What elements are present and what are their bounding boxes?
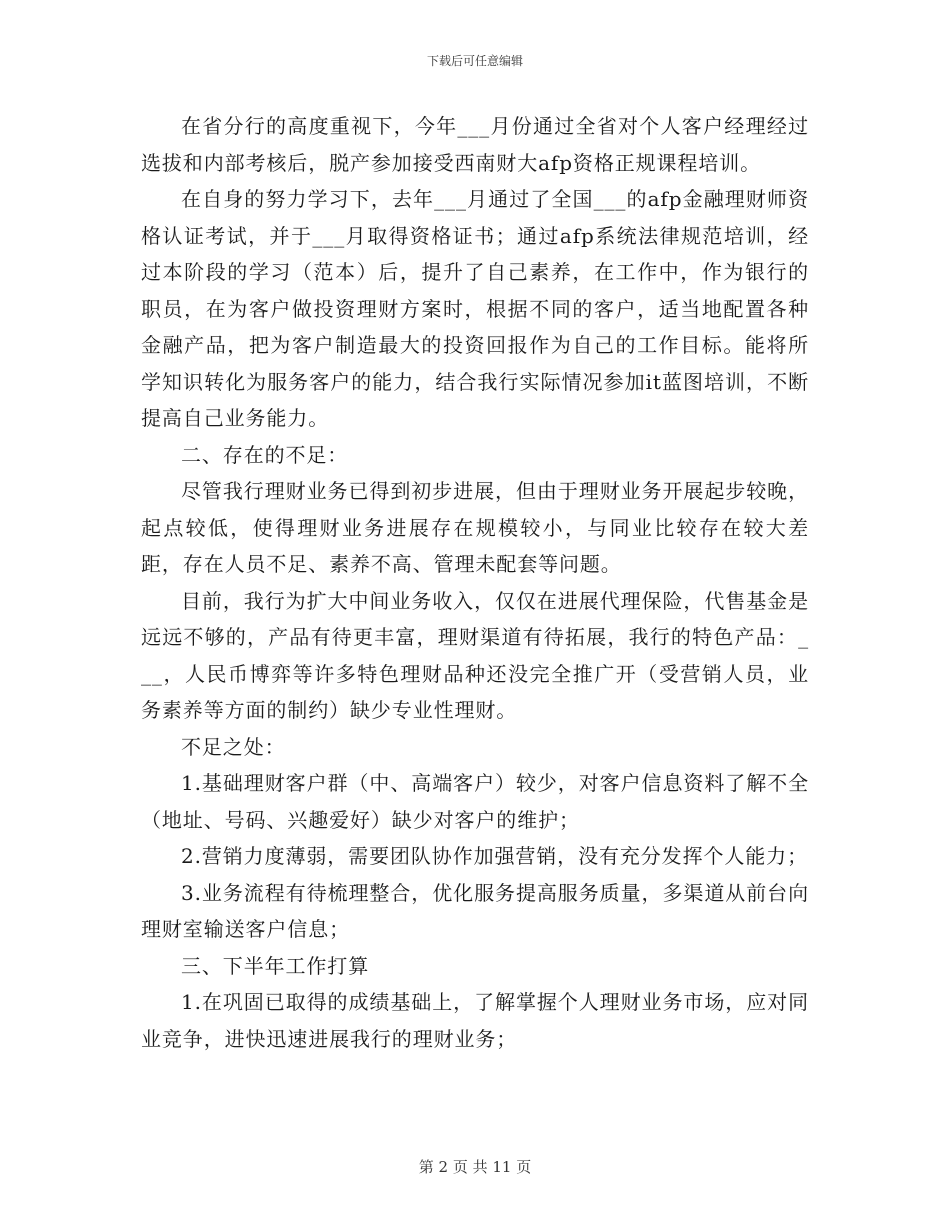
list-item-1: 1.基础理财客户群（中、高端客户）较少，对客户信息资料了解不全（地址、号码、兴趣爱好）缺少对客户的维护； (141, 771, 809, 832)
list-item-2: 2.营销力度薄弱，需要团队协作加强营销，没有充分发挥个人能力； (181, 844, 808, 868)
list-item-3: 3.业务流程有待梳理整合，优化服务提高服务质量，多渠道从前台向理财室输送客户信息； (141, 880, 809, 941)
paragraph-business-status: 尽管我行理财业务已得到初步进展，但由于理财业务开展起步较晚，起点较低，使得理财业务进展存在规模较小，与同业比较存在较大差距，存在人员不足、素养不高、管理未配套等问题。 (141, 479, 809, 576)
subheading-deficiencies: 不足之处： (181, 734, 286, 759)
paragraph-training: 在省分行的高度重视下，今年___月份通过全省对个人客户经理经过选拔和内部考核后，脱产参加接受西南财大afp资格正规课程培训。 (141, 114, 809, 175)
paragraph-products: 目前，我行为扩大中间业务收入，仅仅在进展代理保险，代售基金是远远不够的，产品有待更丰富，理财渠道有待拓展，我行的特色产品：___，人民币博弈等许多特色理财品种还没完全推广开（受营销人员，业务素养等方面的制约）缺少专业性理财。 (141, 588, 809, 722)
page-header: 下载后可任意编辑 (426, 54, 523, 68)
document-body (141, 108, 809, 1057)
page-footer: 第 2 页 共 11 页 (418, 1158, 532, 1176)
section-heading-plan: 三、下半年工作打算 (181, 953, 370, 978)
plan-item-1: 1.在巩固已取得的成绩基础上，了解掌握个人理财业务市场，应对同业竞争，进快迅速进展我行的理财业务； (141, 990, 809, 1051)
section-heading-shortcomings: 二、存在的不足： (181, 442, 349, 467)
paragraph-afp-certification: 在自身的努力学习下，去年___月通过了全国___的afp金融理财师资格认证考试，并于___月取得资格证书；通过afp系统法律规范培训，经过本阶段的学习（范本）后，提升了自己素养，在工作中，作为银行的职员，在为客户做投资理财方案时，根据不同的客户，适当地配置各种金融产品，把为客户制造最大的投资回报作为自己的工作目标。能将所学知识转化为服务客户的能力，结合我行实际情况参加it蓝图培训，不断提高自己业务能力。 (141, 187, 809, 430)
